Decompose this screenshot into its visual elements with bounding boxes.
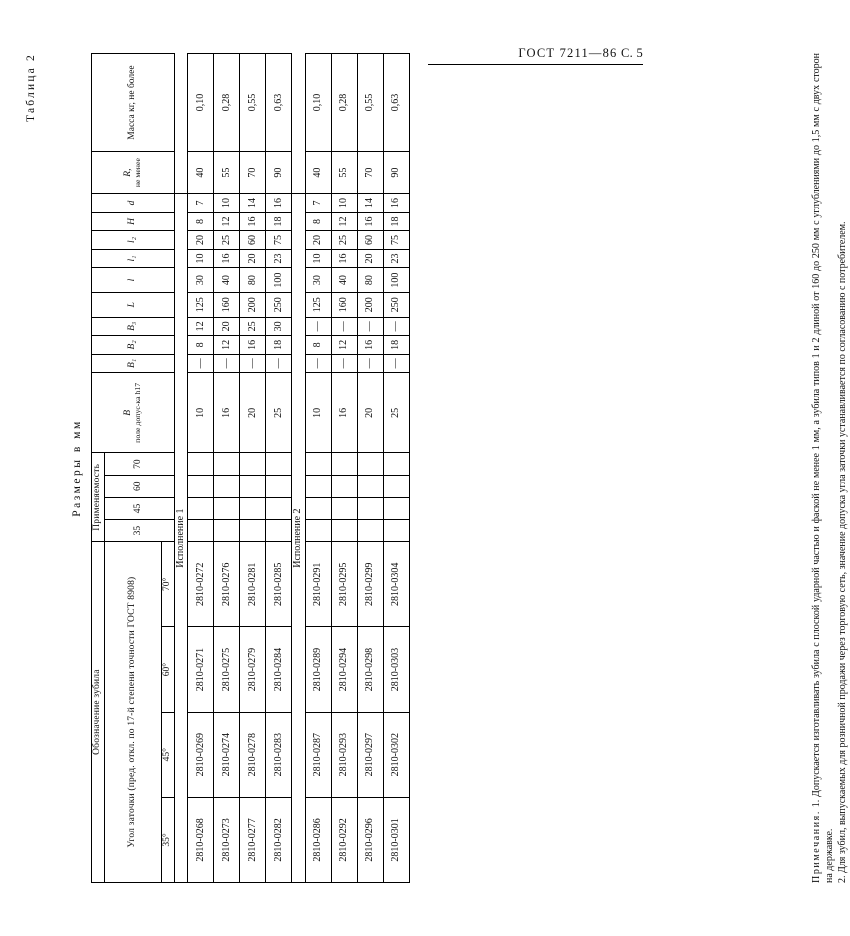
header-oboznachenie: Обозначение зубила [91,542,104,883]
cell-primen-45 [187,497,213,519]
cell-L: 125 [305,292,331,317]
cell-primen-70 [357,453,383,475]
cell-L: 160 [331,292,357,317]
header-l: l [91,268,174,293]
cell-l: 80 [239,268,265,293]
cell-l1: 10 [187,249,213,268]
cell-primen-45 [383,497,409,519]
cell-code-60: 2810-0298 [357,627,383,712]
header-B-letter: B [122,409,133,416]
cell-l2: 20 [187,231,213,250]
cell-massa: 0,28 [213,54,239,152]
cell-massa: 0,55 [357,54,383,152]
page-number: С. 5 [620,46,643,60]
cell-d: 10 [331,194,357,213]
cell-primen-60 [305,475,331,497]
cell-B2: 12 [213,336,239,355]
cell-l2: 25 [213,231,239,250]
cell-code-70: 2810-0291 [305,542,331,627]
cell-primen-60 [213,475,239,497]
note-2: 2. Для зубил, выпускаемых для розничной продажи через торговую сеть, значение допуска угла заточки устанавливается по согласованию с потребителем. [836,221,848,883]
cell-l1: 16 [213,249,239,268]
cell-R: 70 [357,152,383,194]
cell-primen-70 [383,453,409,475]
cell-code-35: 2810-0282 [265,797,291,882]
cell-B3: 30 [265,317,291,336]
cell-B3: — [383,317,409,336]
cell-primen-35 [357,520,383,542]
cell-L: 200 [239,292,265,317]
cell-primen-60 [187,475,213,497]
cell-B1: — [239,354,265,373]
cell-B2: 18 [265,336,291,355]
table-row [213,54,239,883]
cell-primen-60 [383,475,409,497]
cell-d: 14 [239,194,265,213]
cell-primen-45 [331,497,357,519]
cell-code-45: 2810-0287 [305,712,331,797]
cell-B: 20 [357,373,383,453]
cell-R: 70 [239,152,265,194]
standard-number: ГОСТ 7211—86 [518,46,618,60]
cell-primen-35 [383,520,409,542]
cell-massa: 0,10 [187,54,213,152]
cell-H: 12 [213,212,239,231]
header-angle-45: 45° [161,712,174,797]
cell-primen-35 [187,520,213,542]
cell-l1: 20 [357,249,383,268]
cell-l1: 16 [331,249,357,268]
cell-B1: — [187,354,213,373]
cell-code-70: 2810-0276 [213,542,239,627]
cell-B1: — [383,354,409,373]
header-H: H [91,212,174,231]
cell-code-60: 2810-0279 [239,627,265,712]
notes-block [811,53,850,883]
cell-code-60: 2810-0284 [265,627,291,712]
cell-massa: 0,10 [305,54,331,152]
cell-primen-35 [213,520,239,542]
header-L: L [91,292,174,317]
cell-B3: 12 [187,317,213,336]
cell-code-70: 2810-0295 [331,542,357,627]
cell-code-45: 2810-0278 [239,712,265,797]
cell-B2: 16 [357,336,383,355]
header-angle-35: 35° [161,797,174,882]
variant-2-title: Исполнение 2 [291,194,305,883]
cell-code-60: 2810-0271 [187,627,213,712]
table-row [383,54,409,883]
header-R-letter: R, [122,168,133,177]
cell-primen-45 [265,497,291,519]
cell-code-60: 2810-0275 [213,627,239,712]
cell-primen-45 [213,497,239,519]
table-row [305,54,331,883]
cell-B2: 12 [331,336,357,355]
cell-primen-70 [331,453,357,475]
cell-d: 16 [383,194,409,213]
cell-l1: 23 [383,249,409,268]
cell-B2: 8 [187,336,213,355]
header-d: d [91,194,174,213]
cell-primen-45 [305,497,331,519]
cell-d: 7 [187,194,213,213]
cell-l1: 23 [265,249,291,268]
table-caption: Таблица 2 [24,53,37,122]
cell-l: 40 [213,268,239,293]
cell-R: 55 [331,152,357,194]
cell-primen-70 [265,453,291,475]
header-B-tolerance: поле допус-ка h17 [132,382,142,443]
cell-B1: — [357,354,383,373]
cell-l: 40 [331,268,357,293]
cell-code-35: 2810-0301 [383,797,409,882]
header-B3: B₃ [91,317,174,336]
cell-code-45: 2810-0283 [265,712,291,797]
cell-B: 20 [239,373,265,453]
cell-H: 8 [305,212,331,231]
cell-R: 90 [383,152,409,194]
header-B [91,373,174,453]
cell-R: 55 [213,152,239,194]
cell-code-35: 2810-0296 [357,797,383,882]
cell-primen-70 [213,453,239,475]
cell-B3: — [357,317,383,336]
cell-primen-35 [265,520,291,542]
cell-primen-70 [239,453,265,475]
cell-d: 16 [265,194,291,213]
cell-primen-60 [331,475,357,497]
table-row [239,54,265,883]
header-l1: l₁ [91,249,174,268]
cell-l: 100 [383,268,409,293]
cell-L: 160 [213,292,239,317]
cell-L: 125 [187,292,213,317]
cell-massa: 0,55 [239,54,265,152]
cell-code-35: 2810-0286 [305,797,331,882]
header-l2: l₂ [91,231,174,250]
header-B1: B₁ [91,354,174,373]
cell-R: 90 [265,152,291,194]
cell-B: 25 [383,373,409,453]
cell-primen-35 [305,520,331,542]
cell-l: 80 [357,268,383,293]
cell-R: 40 [305,152,331,194]
cell-primen-45 [239,497,265,519]
header-primen-70: 70 [104,453,174,475]
header-R [91,152,174,194]
table-row [265,54,291,883]
cell-H: 18 [265,212,291,231]
cell-code-45: 2810-0297 [357,712,383,797]
cell-code-35: 2810-0292 [331,797,357,882]
cell-primen-35 [239,520,265,542]
cell-code-35: 2810-0268 [187,797,213,882]
cell-l2: 20 [305,231,331,250]
cell-l2: 75 [383,231,409,250]
cell-primen-70 [305,453,331,475]
header-primenyaemost: Применяемость [91,453,104,542]
cell-code-70: 2810-0304 [383,542,409,627]
cell-l1: 20 [239,249,265,268]
cell-B: 10 [305,373,331,453]
cell-code-70: 2810-0285 [265,542,291,627]
cell-B1: — [305,354,331,373]
variant-1-title: Исполнение 1 [174,194,188,883]
cell-L: 250 [265,292,291,317]
header-angle-60: 60° [161,627,174,712]
header-R-note: не менее [132,158,142,188]
cell-L: 200 [357,292,383,317]
cell-B: 16 [213,373,239,453]
cell-B2: 8 [305,336,331,355]
cell-B: 16 [331,373,357,453]
cell-B2: 16 [239,336,265,355]
table-row [187,54,213,883]
cell-primen-35 [331,520,357,542]
cell-code-60: 2810-0294 [331,627,357,712]
cell-H: 8 [187,212,213,231]
cell-H: 16 [357,212,383,231]
cell-l2: 75 [265,231,291,250]
note-1: 1. Допускается изготавливать зубила с плоской ударной частью и фаской не менее 1 мм, а зубила типов 1 и 2 длиной от 160 до 250 мм с углублениями до 1,5 мм с двух сторон на державке. [810,52,834,883]
cell-R: 40 [187,152,213,194]
cell-code-45: 2810-0293 [331,712,357,797]
cell-l: 100 [265,268,291,293]
cell-primen-60 [265,475,291,497]
cell-code-35: 2810-0277 [239,797,265,882]
cell-primen-60 [239,475,265,497]
cell-H: 16 [239,212,265,231]
cell-L: 250 [383,292,409,317]
cell-code-45: 2810-0269 [187,712,213,797]
cell-massa: 0,63 [265,54,291,152]
header-angle-70: 70° [161,542,174,627]
cell-B: 25 [265,373,291,453]
header-B2: B₂ [91,336,174,355]
cell-code-60: 2810-0289 [305,627,331,712]
cell-l: 30 [187,268,213,293]
cell-code-70: 2810-0299 [357,542,383,627]
cell-H: 18 [383,212,409,231]
cell-primen-45 [357,497,383,519]
cell-B1: — [331,354,357,373]
cell-B3: — [331,317,357,336]
cell-B1: — [213,354,239,373]
header-ugol-zatochki: Угол заточки (пред. откл. по 17-й степени точности ГОСТ 8908) [104,542,161,883]
cell-code-70: 2810-0272 [187,542,213,627]
table-row [357,54,383,883]
cell-l: 30 [305,268,331,293]
cell-l1: 10 [305,249,331,268]
cell-B2: 18 [383,336,409,355]
cell-massa: 0,28 [331,54,357,152]
dimensions-label: Размеры в мм [70,419,83,517]
cell-d: 14 [357,194,383,213]
cell-massa: 0,63 [383,54,409,152]
cell-primen-70 [187,453,213,475]
cell-code-35: 2810-0273 [213,797,239,882]
cell-primen-60 [357,475,383,497]
header-primen-60: 60 [104,475,174,497]
cell-d: 7 [305,194,331,213]
cell-B1: — [265,354,291,373]
cell-code-45: 2810-0274 [213,712,239,797]
cell-code-45: 2810-0302 [383,712,409,797]
cell-H: 12 [331,212,357,231]
header-massa: Масса кг, не более [91,54,174,152]
table-row [331,54,357,883]
cell-B3: — [305,317,331,336]
cell-code-70: 2810-0281 [239,542,265,627]
cell-l2: 60 [239,231,265,250]
specification-table [91,53,410,883]
cell-B: 10 [187,373,213,453]
cell-l2: 25 [331,231,357,250]
header-primen-35: 35 [104,520,174,542]
cell-code-60: 2810-0303 [383,627,409,712]
cell-B3: 25 [239,317,265,336]
cell-d: 10 [213,194,239,213]
notes-title: Примечания. [810,810,822,883]
cell-l2: 60 [357,231,383,250]
header-primen-45: 45 [104,497,174,519]
cell-B3: 20 [213,317,239,336]
